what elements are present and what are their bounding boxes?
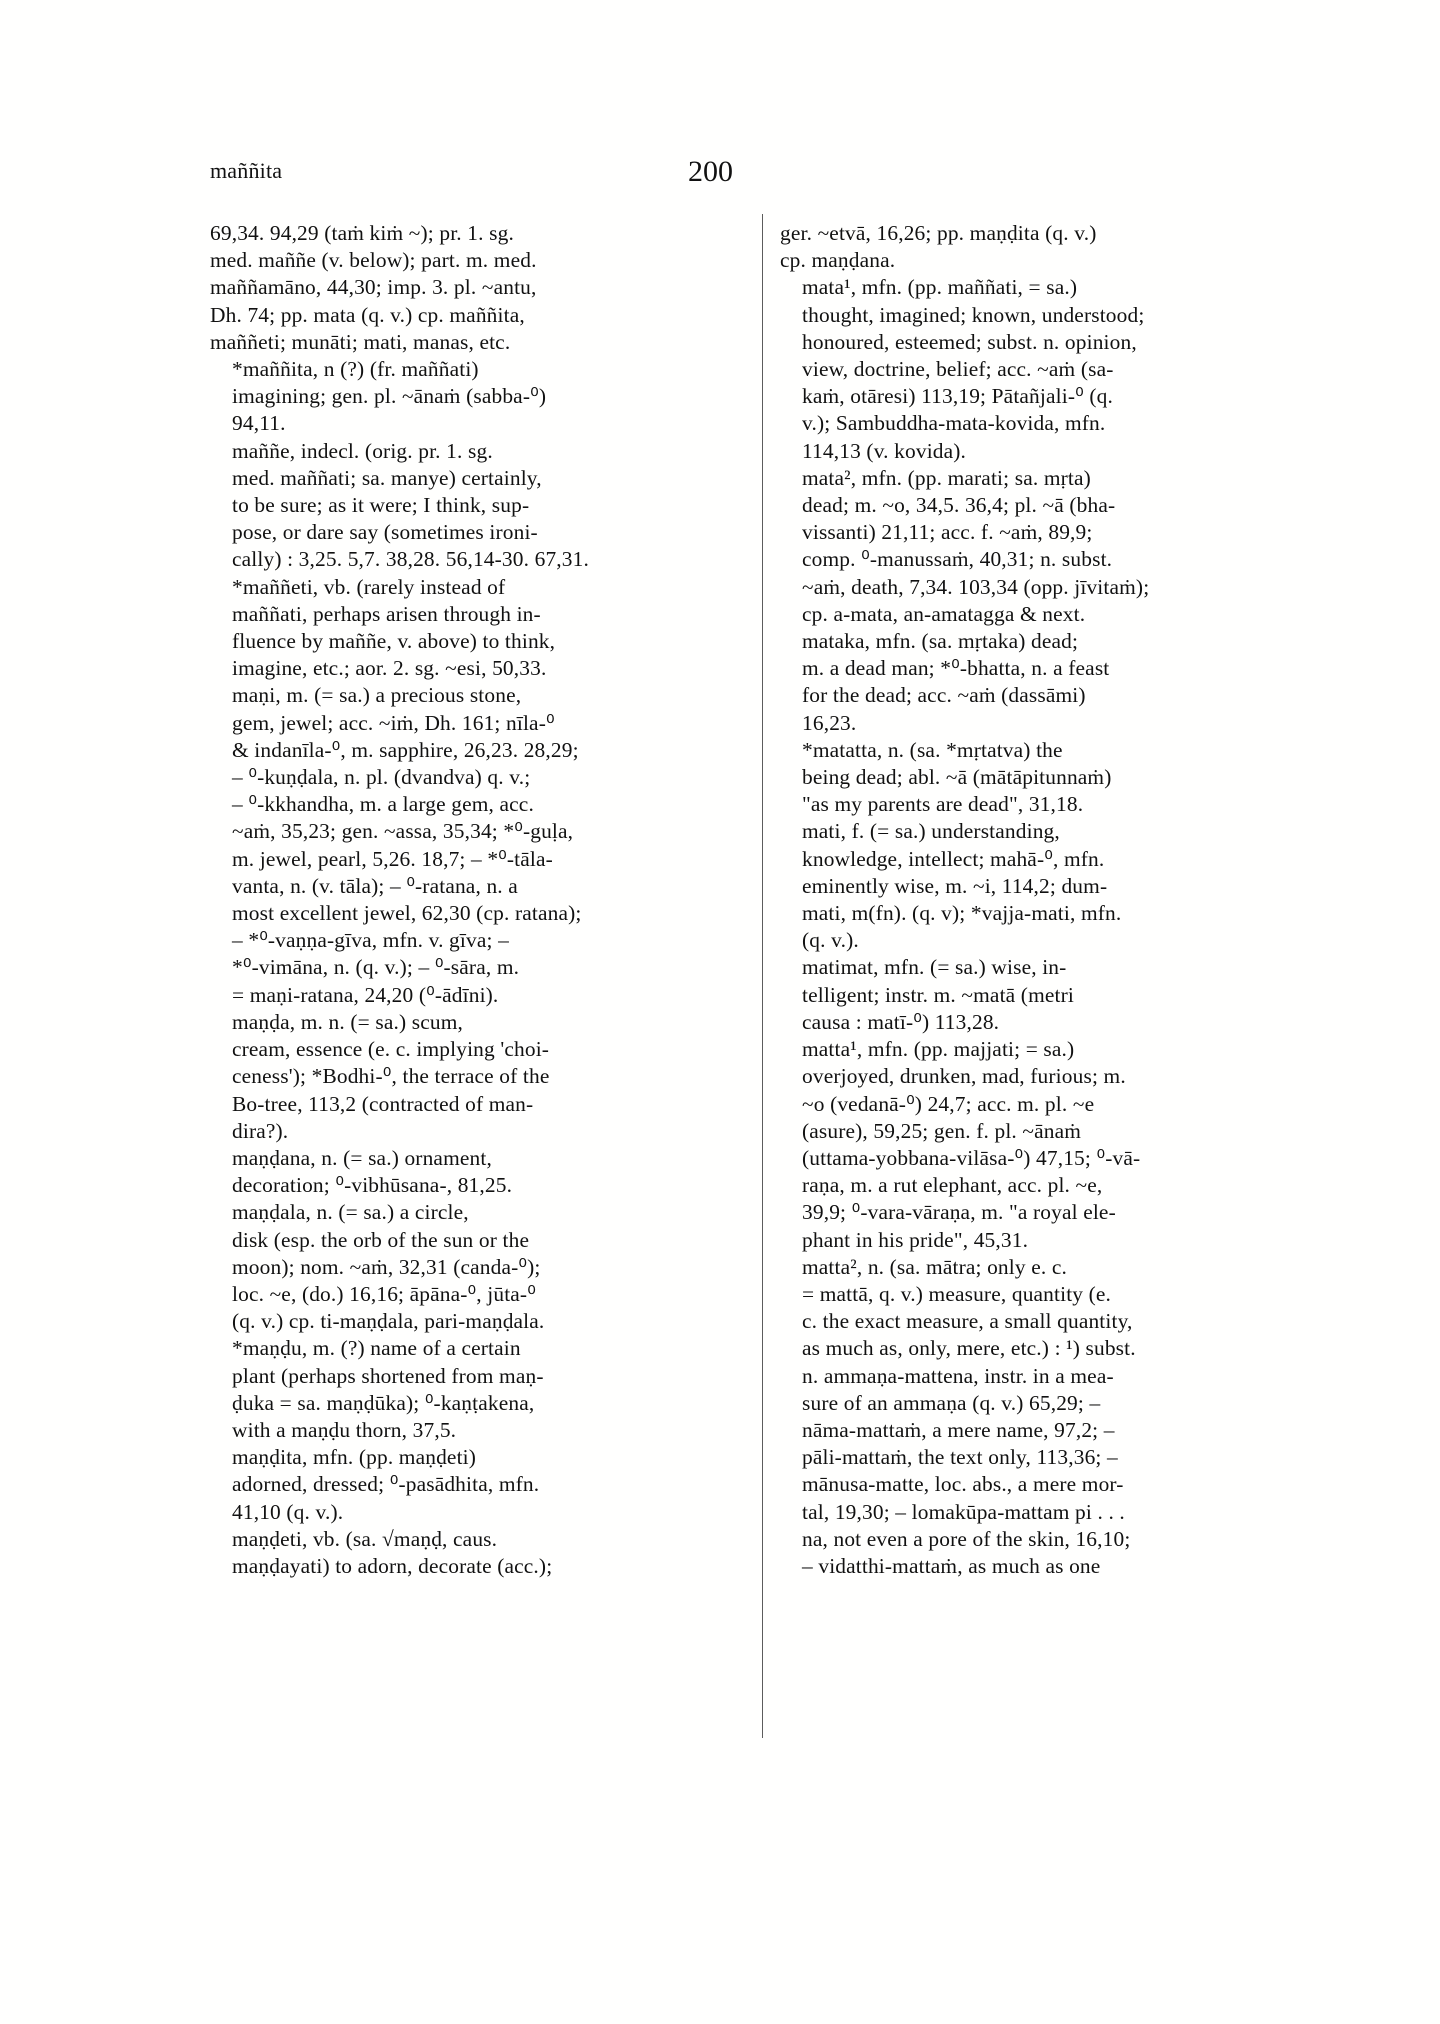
entry-line: telligent; instr. m. ~matā (metri bbox=[802, 982, 1074, 1007]
entry-line: Dh. 74; pp. mata (q. v.) cp. maññita, bbox=[210, 302, 525, 327]
dictionary-entry bbox=[210, 1335, 680, 1444]
entry-line: *⁰-vimāna, n. (q. v.); – ⁰-sāra, m. bbox=[232, 955, 520, 980]
guide-word: maññita bbox=[210, 158, 283, 183]
entry-line: mati, m(fn). (q. v); *vajja-mati, mfn. bbox=[802, 901, 1122, 926]
entry-line: v.); Sambuddha-mata-kovida, mfn. bbox=[802, 411, 1106, 436]
entry-line: med. maññati; sa. manye) certainly, bbox=[232, 465, 542, 490]
entry-line: ḍuka = sa. maṇḍūka); ⁰-kaṇṭakena, bbox=[232, 1390, 535, 1415]
dictionary-entry bbox=[780, 954, 1245, 1036]
entry-line: = maṇi-ratana, 24,20 (⁰-ādīni). bbox=[232, 982, 499, 1007]
dictionary-entry bbox=[210, 682, 680, 1008]
entry-line: *maññeti, vb. (rarely instead of bbox=[232, 574, 506, 599]
entry-line: maṇḍeti, vb. (sa. √maṇḍ, caus. bbox=[232, 1526, 498, 1551]
entry-line: mataka, mfn. (sa. mṛtaka) dead; bbox=[802, 629, 1079, 654]
dictionary-entry bbox=[210, 1526, 680, 1580]
entry-line: 114,13 (v. kovida). bbox=[802, 438, 967, 463]
entry-line: phant in his pride", 45,31. bbox=[802, 1227, 1029, 1252]
right-column bbox=[780, 220, 1245, 1580]
entry-line: knowledge, intellect; mahā-⁰, mfn. bbox=[802, 846, 1105, 871]
dictionary-entry bbox=[780, 737, 1245, 819]
entry-line: causa : matī-⁰) 113,28. bbox=[802, 1009, 1000, 1034]
entry-line: (uttama-yobbana-vilāsa-⁰) 47,15; ⁰-vā- bbox=[802, 1145, 1141, 1170]
entry-line: (q. v.) cp. ti-maṇḍala, pari-maṇḍala. bbox=[232, 1309, 545, 1334]
entry-line: mati, f. (= sa.) understanding, bbox=[802, 819, 1060, 844]
entry-line: maṇḍayati) to adorn, decorate (acc.); bbox=[232, 1553, 553, 1578]
entry-line: – *⁰-vaṇṇa-gīva, mfn. v. gīva; – bbox=[232, 928, 509, 953]
entry-line: eminently wise, m. ~i, 114,2; dum- bbox=[802, 873, 1108, 898]
left-column bbox=[210, 220, 680, 1580]
entry-line: most excellent jewel, 62,30 (cp. ratana); bbox=[232, 901, 582, 926]
entry-line: dira?). bbox=[232, 1118, 289, 1143]
entry-line: mānusa-matte, loc. abs., a mere mor- bbox=[802, 1472, 1124, 1497]
entry-line: comp. ⁰-manussaṁ, 40,31; n. subst. bbox=[802, 547, 1113, 572]
entry-line: maṇḍa, m. n. (= sa.) scum, bbox=[232, 1009, 464, 1034]
dictionary-entry bbox=[780, 1254, 1245, 1580]
dictionary-entry bbox=[780, 465, 1245, 628]
entry-line: & indanīla-⁰, m. sapphire, 26,23. 28,29; bbox=[232, 737, 579, 762]
dictionary-entry bbox=[780, 628, 1245, 737]
entry-line: cally) : 3,25. 5,7. 38,28. 56,14-30. 67,31. bbox=[232, 547, 589, 572]
entry-line: dead; m. ~o, 34,5. 36,4; pl. ~ā (bha- bbox=[802, 493, 1116, 518]
dictionary-entry bbox=[780, 274, 1245, 464]
entry-line: = mattā, q. v.) measure, quantity (e. bbox=[802, 1281, 1112, 1306]
column-divider bbox=[762, 214, 763, 1738]
dictionary-entry bbox=[780, 1036, 1245, 1254]
dictionary-entry bbox=[210, 438, 680, 574]
entry-line: *maṇḍu, m. (?) name of a certain bbox=[232, 1336, 521, 1361]
dictionary-entry bbox=[210, 220, 680, 356]
dictionary-entry bbox=[210, 1009, 680, 1145]
entry-line: ceness'); *Bodhi-⁰, the terrace of the bbox=[232, 1064, 550, 1089]
dictionary-entry bbox=[210, 1199, 680, 1335]
entry-line: vanta, n. (v. tāla); – ⁰-ratana, n. a bbox=[232, 873, 518, 898]
entry-line: 16,23. bbox=[802, 710, 857, 735]
entry-line: m. jewel, pearl, 5,26. 18,7; – *⁰-tāla- bbox=[232, 846, 553, 871]
entry-line: 41,10 (q. v.). bbox=[232, 1499, 344, 1524]
entry-line: mata¹, mfn. (pp. maññati, = sa.) bbox=[802, 275, 1078, 300]
entry-line: na, not even a pore of the skin, 16,10; bbox=[802, 1526, 1131, 1551]
entry-line: maṇḍita, mfn. (pp. maṇḍeti) bbox=[232, 1445, 477, 1470]
dictionary-entry bbox=[210, 356, 680, 438]
entry-line: Bo-tree, 113,2 (contracted of man- bbox=[232, 1091, 534, 1116]
entry-line: c. the exact measure, a small quantity, bbox=[802, 1309, 1133, 1334]
entry-line: matta², n. (sa. mātra; only e. c. bbox=[802, 1254, 1067, 1279]
dictionary-entry bbox=[780, 818, 1245, 954]
entry-line: maññe, indecl. (orig. pr. 1. sg. bbox=[232, 438, 493, 463]
entry-line: n. ammaṇa-mattena, instr. in a mea- bbox=[802, 1363, 1114, 1388]
dictionary-entry bbox=[210, 1145, 680, 1199]
entry-line: – ⁰-kuṇḍala, n. pl. (dvandva) q. v.; bbox=[232, 765, 531, 790]
entry-line: imagine, etc.; aor. 2. sg. ~esi, 50,33. bbox=[232, 656, 547, 681]
entry-line: ger. ~etvā, 16,26; pp. maṇḍita (q. v.) bbox=[780, 221, 1097, 245]
entry-line: mata², mfn. (pp. marati; sa. mṛta) bbox=[802, 465, 1091, 490]
entry-line: gem, jewel; acc. ~iṁ, Dh. 161; nīla-⁰ bbox=[232, 710, 555, 735]
entry-line: to be sure; as it were; I think, sup- bbox=[232, 493, 530, 518]
entry-line: sure of an ammaṇa (q. v.) 65,29; – bbox=[802, 1390, 1101, 1415]
entry-line: thought, imagined; known, understood; bbox=[802, 302, 1145, 327]
entry-line: tal, 19,30; – lomakūpa-mattam pi . . . bbox=[802, 1499, 1125, 1524]
entry-line: overjoyed, drunken, mad, furious; m. bbox=[802, 1064, 1126, 1089]
entry-line: kaṁ, otāresi) 113,19; Pātañjali-⁰ (q. bbox=[802, 384, 1113, 409]
dictionary-entry bbox=[210, 1444, 680, 1526]
entry-line: – vidatthi-mattaṁ, as much as one bbox=[802, 1553, 1101, 1578]
entry-line: fluence by maññe, v. above) to think, bbox=[232, 629, 556, 654]
entry-line: pāli-mattaṁ, the text only, 113,36; – bbox=[802, 1445, 1118, 1470]
entry-line: raṇa, m. a rut elephant, acc. pl. ~e, bbox=[802, 1173, 1103, 1198]
entry-line: nāma-mattaṁ, a mere name, 97,2; – bbox=[802, 1417, 1115, 1442]
dictionary-entry bbox=[780, 220, 1245, 274]
entry-line: maṇi, m. (= sa.) a precious stone, bbox=[232, 683, 522, 708]
entry-line: being dead; abl. ~ā (mātāpitunnaṁ) bbox=[802, 765, 1112, 790]
entry-line: vissanti) 21,11; acc. f. ~aṁ, 89,9; bbox=[802, 520, 1093, 545]
entry-line: maṇḍala, n. (= sa.) a circle, bbox=[232, 1200, 469, 1225]
entry-line: *maññita, n (?) (fr. maññati) bbox=[232, 357, 479, 382]
entry-line: maññati, perhaps arisen through in- bbox=[232, 601, 541, 626]
entry-line: (asure), 59,25; gen. f. pl. ~ānaṁ bbox=[802, 1118, 1082, 1143]
entry-line: – ⁰-kkhandha, m. a large gem, acc. bbox=[232, 792, 534, 817]
entry-line: decoration; ⁰-vibhūsana-, 81,25. bbox=[232, 1173, 513, 1198]
entry-line: plant (perhaps shortened from maṇ- bbox=[232, 1363, 544, 1388]
entry-line: for the dead; acc. ~aṁ (dassāmi) bbox=[802, 683, 1086, 708]
entry-line: imagining; gen. pl. ~ānaṁ (sabba-⁰) bbox=[232, 384, 547, 409]
entry-line: honoured, esteemed; subst. n. opinion, bbox=[802, 329, 1137, 354]
entry-line: loc. ~e, (do.) 16,16; āpāna-⁰, jūta-⁰ bbox=[232, 1281, 536, 1306]
entry-line: with a maṇḍu thorn, 37,5. bbox=[232, 1417, 457, 1442]
entry-line: (q. v.). bbox=[802, 928, 859, 953]
entry-line: matimat, mfn. (= sa.) wise, in- bbox=[802, 955, 1067, 980]
entry-line: moon); nom. ~aṁ, 32,31 (canda-⁰); bbox=[232, 1254, 541, 1279]
entry-line: disk (esp. the orb of the sun or the bbox=[232, 1227, 530, 1252]
entry-line: "as my parents are dead", 31,18. bbox=[802, 792, 1084, 817]
entry-line: 69,34. 94,29 (taṁ kiṁ ~); pr. 1. sg. bbox=[210, 221, 514, 245]
entry-line: adorned, dressed; ⁰-pasādhita, mfn. bbox=[232, 1472, 540, 1497]
entry-line: as much as, only, mere, etc.) : ¹) subst. bbox=[802, 1336, 1136, 1361]
entry-line: pose, or dare say (sometimes ironi- bbox=[232, 520, 538, 545]
entry-line: maññamāno, 44,30; imp. 3. pl. ~antu, bbox=[210, 275, 537, 300]
dictionary-entry bbox=[210, 574, 680, 683]
entry-line: cream, essence (e. c. implying 'choi- bbox=[232, 1037, 550, 1062]
entry-line: ~aṁ, 35,23; gen. ~assa, 35,34; *⁰-guḷa, bbox=[232, 819, 574, 844]
page-number: 200 bbox=[688, 155, 733, 188]
entry-line: cp. a-mata, an-amatagga & next. bbox=[802, 601, 1086, 626]
entry-line: 39,9; ⁰-vara-vāraṇa, m. "a royal ele- bbox=[802, 1200, 1116, 1225]
entry-line: ~aṁ, death, 7,34. 103,34 (opp. jīvitaṁ); bbox=[802, 574, 1150, 599]
entry-line: *matatta, n. (sa. *mṛtatva) the bbox=[802, 737, 1063, 762]
entry-line: cp. maṇḍana. bbox=[780, 248, 896, 273]
entry-line: ~o (vedanā-⁰) 24,7; acc. m. pl. ~e bbox=[802, 1091, 1095, 1116]
entry-line: 94,11. bbox=[232, 411, 286, 436]
entry-line: view, doctrine, belief; acc. ~aṁ (sa- bbox=[802, 357, 1114, 382]
entry-line: matta¹, mfn. (pp. majjati; = sa.) bbox=[802, 1037, 1075, 1062]
entry-line: maññeti; munāti; mati, manas, etc. bbox=[210, 329, 511, 354]
entry-line: m. a dead man; *⁰-bhatta, n. a feast bbox=[802, 656, 1110, 681]
entry-line: maṇḍana, n. (= sa.) ornament, bbox=[232, 1145, 492, 1170]
entry-line: med. maññe (v. below); part. m. med. bbox=[210, 248, 537, 273]
